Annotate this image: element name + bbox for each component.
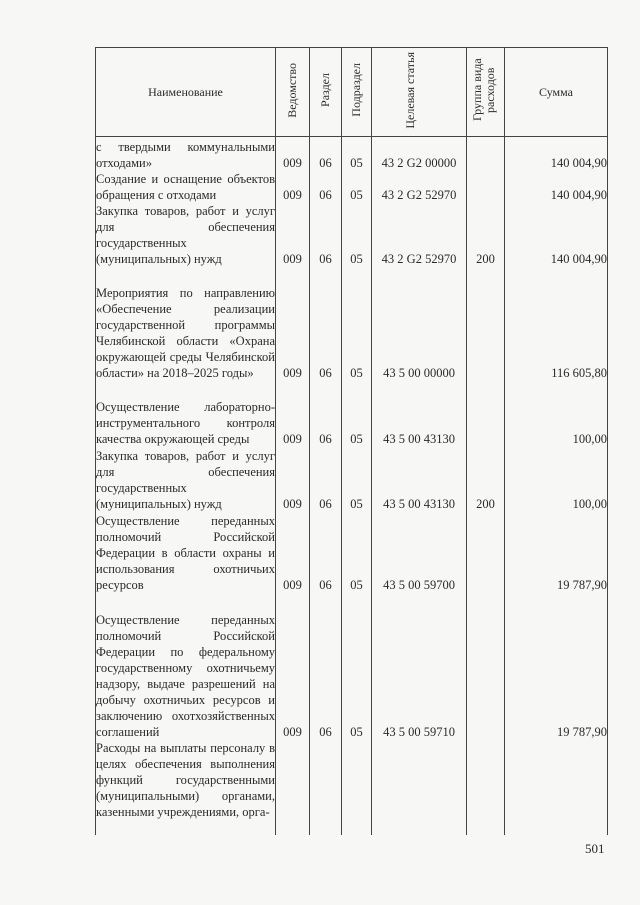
row-exptype (467, 137, 505, 171)
row-subsection: 05 (342, 137, 372, 171)
header-subsection: Подраздел (342, 48, 372, 137)
row-name: с твердыми коммунальными отходами» (96, 137, 276, 171)
table-row (96, 203, 608, 267)
row-dept: 009 (276, 267, 310, 381)
table-row (96, 593, 608, 740)
table-row (96, 512, 608, 593)
row-dept (276, 740, 310, 835)
row-exptype (467, 593, 505, 740)
row-sum: 140 004,90 (505, 137, 608, 171)
row-subsection (342, 740, 372, 835)
row-subsection: 05 (342, 267, 372, 381)
row-name: Расходы на выплаты персоналу в целях обеспечения выполнения функций государственными (муниципальными) органами, казенными учреждениями, орга- (96, 740, 276, 835)
row-target: 43 5 00 59700 (372, 512, 467, 593)
row-target: 43 5 00 43130 (372, 381, 467, 447)
row-dept: 009 (276, 381, 310, 447)
row-name: Осуществление лабораторно-инструментального контроля качества окружающей среды (96, 381, 276, 447)
header-section: Раздел (310, 48, 342, 137)
row-target: 43 2 G2 52970 (372, 203, 467, 267)
row-section: 06 (310, 381, 342, 447)
header-sum: Сумма (505, 48, 608, 137)
row-target: 43 2 G2 00000 (372, 137, 467, 171)
row-sum: 19 787,90 (505, 512, 608, 593)
row-exptype: 200 (467, 447, 505, 512)
row-subsection: 05 (342, 593, 372, 740)
row-section: 06 (310, 512, 342, 593)
row-subsection: 05 (342, 447, 372, 512)
table-row (96, 171, 608, 203)
row-section: 06 (310, 447, 342, 512)
row-section: 06 (310, 593, 342, 740)
row-section: 06 (310, 137, 342, 171)
row-section (310, 740, 342, 835)
row-sum: 140 004,90 (505, 203, 608, 267)
row-target: 43 5 00 59710 (372, 593, 467, 740)
row-section: 06 (310, 171, 342, 203)
row-dept: 009 (276, 512, 310, 593)
table-row (96, 381, 608, 447)
table-row (96, 267, 608, 381)
page-number: 501 (585, 841, 605, 856)
row-dept: 009 (276, 593, 310, 740)
row-sum: 140 004,90 (505, 171, 608, 203)
row-name: Мероприятия по направлению «Обеспечение реализации государственной программы Челябинской области «Охрана окружающей среды Челябинской области» на 2018–2025 годы» (96, 267, 276, 381)
row-exptype (467, 381, 505, 447)
row-subsection: 05 (342, 171, 372, 203)
row-target: 43 5 00 00000 (372, 267, 467, 381)
row-section: 06 (310, 267, 342, 381)
row-sum: 100,00 (505, 447, 608, 512)
row-target: 43 2 G2 52970 (372, 171, 467, 203)
budget-table (95, 47, 608, 835)
row-name: Создание и оснащение объектов обращения с отходами (96, 171, 275, 202)
row-sum (505, 740, 608, 835)
table-row (96, 447, 608, 512)
row-target (372, 740, 467, 835)
row-exptype (467, 171, 505, 203)
header-dept: Ведомство (276, 48, 310, 137)
row-dept: 009 (276, 203, 310, 267)
row-subsection: 05 (342, 381, 372, 447)
table-row (96, 137, 608, 171)
row-exptype (467, 267, 505, 381)
row-sum: 100,00 (505, 381, 608, 447)
row-target: 43 5 00 43130 (372, 447, 467, 512)
row-exptype (467, 740, 505, 835)
row-sum: 19 787,90 (505, 593, 608, 740)
row-name: Закупка товаров, работ и услуг для обеспечения государственных (муниципальных) нужд (96, 203, 275, 266)
row-dept: 009 (276, 171, 310, 203)
row-exptype: 200 (467, 203, 505, 267)
row-sum: 116 605,80 (505, 267, 608, 381)
row-section: 06 (310, 203, 342, 267)
row-dept: 009 (276, 447, 310, 512)
row-name: Осуществление переданных полномочий Российской Федерации по федеральному государственному охотничьему надзору, выдаче разрешений на добычу охотничьих ресурсов и заключению охотхозяйственных соглашений (96, 593, 276, 740)
row-exptype (467, 512, 505, 593)
row-name: Закупка товаров, работ и услуг для обеспечения государственных (муниципальных) нужд (96, 448, 275, 511)
header-exptype: Группа вида расходов (467, 48, 505, 137)
table-header-row (96, 48, 608, 137)
header-name: Наименование (96, 48, 276, 137)
row-subsection: 05 (342, 203, 372, 267)
row-subsection: 05 (342, 512, 372, 593)
row-dept: 009 (276, 137, 310, 171)
row-name: Осуществление переданных полномочий Российской Федерации в области охраны и использования охотничьих ресурсов (96, 513, 275, 592)
header-target: Целевая статья (372, 48, 467, 137)
table-row (96, 740, 608, 835)
